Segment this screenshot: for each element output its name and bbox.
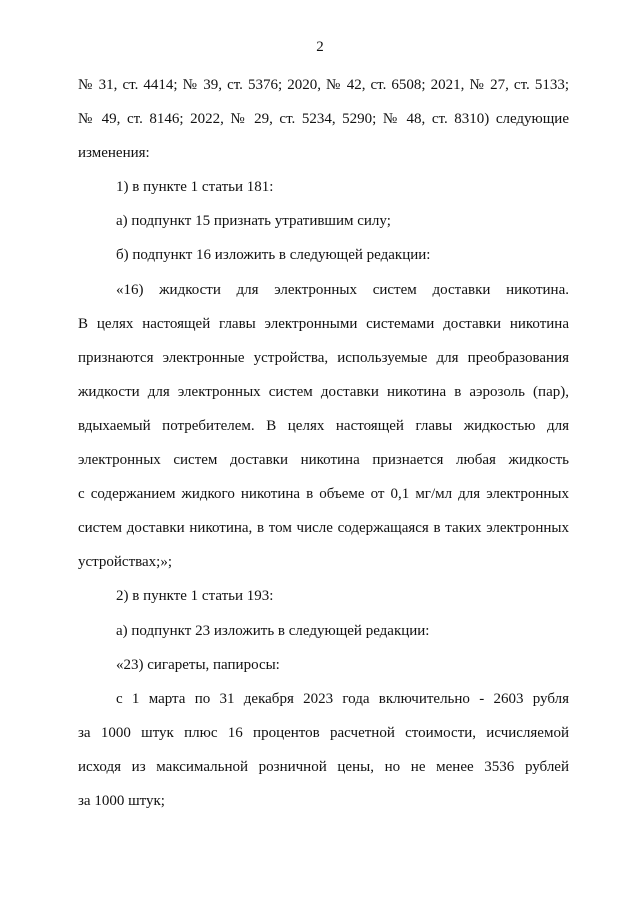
- text-line: за 1000 штук плюс 16 процентов расчетной стоимости, исчисляемой: [78, 724, 569, 741]
- page-number: 2: [316, 39, 324, 55]
- text-line: систем доставки никотина, в том числе содержащаяся в таких электронных: [78, 520, 569, 537]
- text-line: исходя из максимальной розничной цены, но не менее 3536 рублей: [78, 758, 569, 775]
- text-line: за 1000 штук;: [78, 792, 165, 809]
- text-line: «23) сигареты, папиросы:: [116, 656, 280, 673]
- document-body: [78, 68, 569, 818]
- text-line: В целях настоящей главы электронными системами доставки никотина: [78, 315, 569, 332]
- text-line: а) подпункт 23 изложить в следующей редакции:: [116, 622, 430, 639]
- text-line: вдыхаемый потребителем. В целях настоящей главы жидкостью для: [78, 417, 569, 434]
- text-line: признаются электронные устройства, используемые для преобразования: [78, 349, 569, 366]
- text-line: изменения:: [78, 145, 150, 162]
- text-line: а) подпункт 15 признать утратившим силу;: [116, 213, 391, 230]
- text-line: с содержанием жидкого никотина в объеме от 0,1 мг/мл для электронных: [78, 486, 569, 503]
- text-line: б) подпункт 16 изложить в следующей редакции:: [116, 247, 431, 264]
- text-line: электронных систем доставки никотина признается любая жидкость: [78, 452, 569, 469]
- text-line: № 49, ст. 8146; 2022, № 29, ст. 5234, 5290; № 48, ст. 8310) следующие: [78, 111, 569, 128]
- text-line: 2) в пункте 1 статьи 193:: [116, 588, 274, 605]
- text-line: с 1 марта по 31 декабря 2023 года включительно - 2603 рубля: [116, 690, 569, 707]
- text-line: устройствах;»;: [78, 554, 173, 571]
- text-line: № 31, ст. 4414; № 39, ст. 5376; 2020, № 42, ст. 6508; 2021, № 27, ст. 5133;: [78, 77, 569, 93]
- text-line: жидкости для электронных систем доставки никотина в аэрозоль (пар),: [78, 383, 569, 400]
- text-line: 1) в пункте 1 статьи 181:: [116, 179, 274, 196]
- text-line: «16) жидкости для электронных систем доставки никотина.: [116, 281, 569, 298]
